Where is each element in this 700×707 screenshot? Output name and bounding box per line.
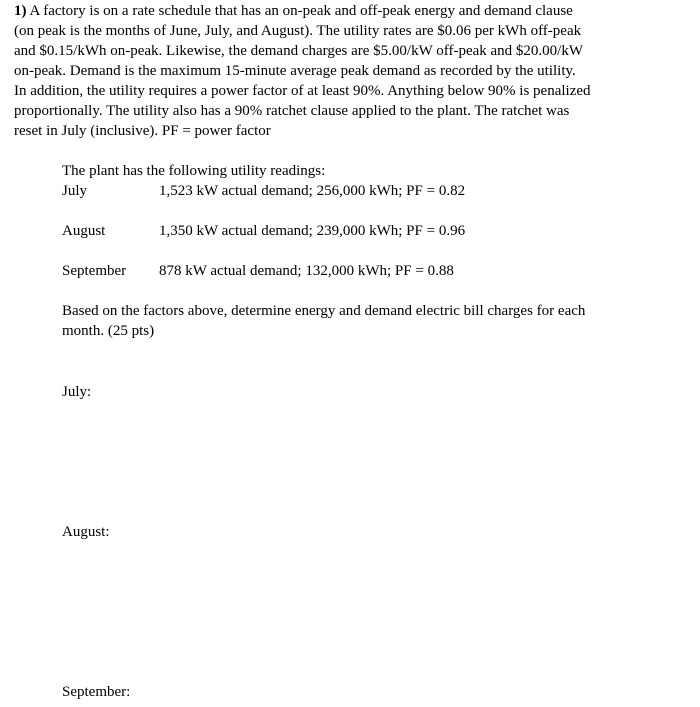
question-number: 1) [14, 3, 27, 19]
answer-label-july: July: [62, 384, 92, 400]
reading-month: July [62, 183, 88, 199]
reading-values: 1,350 kW actual demand; 239,000 kWh; PF = 0.96 [159, 223, 466, 239]
reading-row-july [62, 181, 682, 201]
reading-month: August [62, 223, 106, 239]
reading-values: 878 kW actual demand; 132,000 kWh; PF = 0.88 [159, 263, 454, 279]
problem-line-7: reset in July (inclusive). PF = power factor [14, 123, 271, 139]
problem-line-2: (on peak is the months of June, July, and August). The utility rates are $0.06 per kWh off-peak [14, 23, 582, 39]
problem-statement [14, 1, 674, 141]
problem-line-6: proportionally. The utility also has a 90% ratchet clause applied to the plant. The ratchet was [14, 103, 570, 119]
problem-line-1: A factory is on a rate schedule that has an on-peak and off-peak energy and demand clause [29, 3, 573, 19]
instruction-line-1: Based on the factors above, determine energy and demand electric bill charges for each [62, 303, 586, 319]
answer-label-september: September: [62, 684, 131, 700]
problem-line-4: on-peak. Demand is the maximum 15-minute average peak demand as recorded by the utility. [14, 63, 576, 79]
reading-month: September [62, 263, 127, 279]
problem-line-5: In addition, the utility requires a power factor of at least 90%. Anything below 90% is penalized [14, 83, 591, 99]
answer-label-august: August: [62, 524, 110, 540]
reading-row-august [62, 221, 682, 241]
reading-row-september [62, 261, 682, 281]
problem-line-3: and $0.15/kWh on-peak. Likewise, the demand charges are $5.00/kW off-peak and $20.00/kW [14, 43, 583, 59]
readings-intro: The plant has the following utility readings: [62, 163, 326, 179]
reading-values: 1,523 kW actual demand; 256,000 kWh; PF = 0.82 [159, 183, 466, 199]
instruction-line-2: month. (25 pts) [62, 323, 155, 339]
